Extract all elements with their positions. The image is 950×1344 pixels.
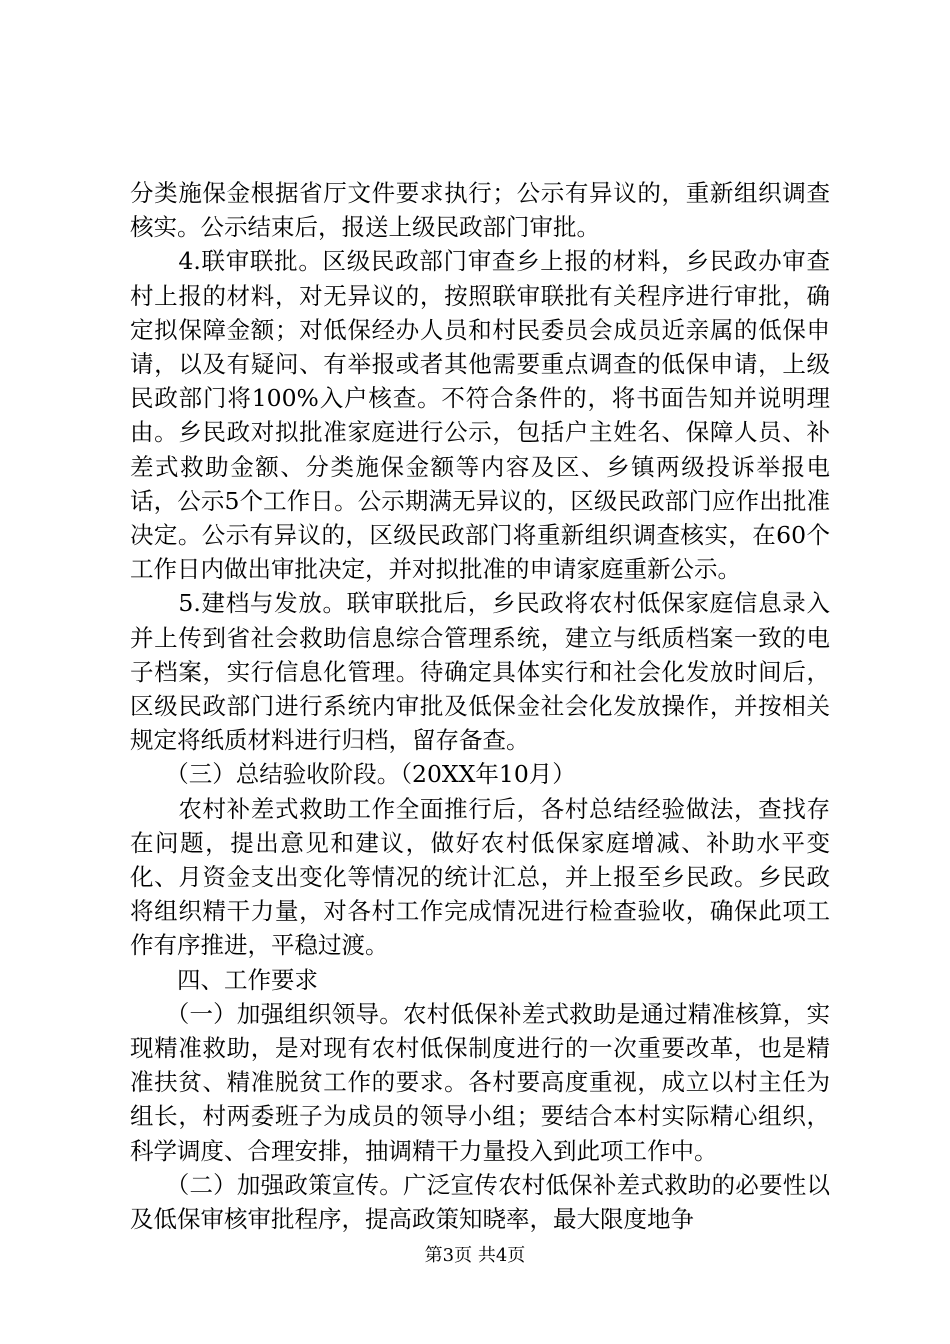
paragraph-summary-acceptance: 农村补差式救助工作全面推行后，各村总结经验做法，查找存在问题，提出意见和建议，做好农村低保家庭增减、补助水平变化、月资金支出变化等情况的统计汇总，并上报至乡民政。乡民政将组织精干力量，对各村工作完成情况进行检查验收，确保此项工作有序推进，平稳过渡。 <box>130 794 830 960</box>
paragraph-policy-publicity: （二）加强政策宣传。广泛宣传农村低保补差式救助的必要性以及低保审核审批程序，提高政策知晓率，最大限度地争 <box>130 1170 830 1234</box>
heading-summary-acceptance: （三）总结验收阶段。（20XX年10月） <box>130 760 576 789</box>
page-footer: 第3页 共4页 <box>424 1245 526 1266</box>
paragraph-continuation: 分类施保金根据省厅文件要求执行；公示有异议的，重新组织调查核实。公示结束后，报送上级民政部门审批。 <box>130 179 830 242</box>
paragraph-organization-leadership: （一）加强组织领导。农村低保补差式救助是通过精准核算，实现精准救助，是对现有农村低保制度进行的一次重要改革，也是精准扶贫、精准脱贫工作的要求。各村要高度重视，成立以村主任为组长，村两委班子为成员的领导小组；要结合本村实际精心组织，科学调度、合理安排，抽调精干力量投入到此项工作中。 <box>130 999 830 1165</box>
paragraph-filing-distribution: 5.建档与发放。联审联批后，乡民政将农村低保家庭信息录入并上传到省社会救助信息综合管理系统，建立与纸质档案一致的电子档案，实行信息化管理。待确定具体实行和社会化发放时间后，区级民政部门进行系统内审批及低保金社会化发放操作，并按相关规定将纸质材料进行归档，留存备查。 <box>130 589 830 755</box>
heading-work-requirements: 四、工作要求 <box>130 965 318 994</box>
document-body <box>130 176 830 1236</box>
paragraph-joint-review: 4.联审联批。区级民政部门审查乡上报的材料，乡民政办审查村上报的材料，对无异议的，按照联审联批有关程序进行审批，确定拟保障金额；对低保经办人员和村民委员会成员近亲属的低保申请，以及有疑问、有举报或者其他需要重点调查的低保申请，上级民政部门将100%入户核查。不符合条件的，将书面告知并说明理由。乡民政对拟批准家庭进行公示，包括户主姓名、保障人员、补差式救助金额、分类施保金额等内容及区、乡镇两级投诉举报电话，公示5个工作日。公示期满无异议的，区级民政部门应作出批准决定。公示有异议的，区级民政部门将重新组织调查核实，在60个工作日内做出审批决定，并对拟批准的申请家庭重新公示。 <box>130 247 830 584</box>
